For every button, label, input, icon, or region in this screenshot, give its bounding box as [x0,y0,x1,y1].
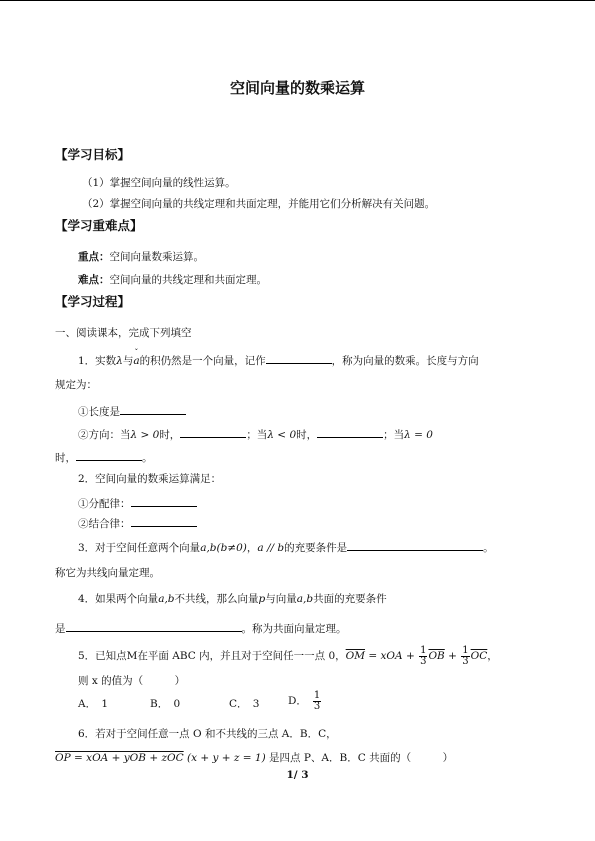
focus-text: 空间向量数乘运算。 [109,251,204,263]
q4-line-2 [55,620,347,636]
top-rule [0,0,595,1]
q1-text-d: ，称为向量的数乘。长度与方向 [331,355,479,367]
difficulty-line [78,273,267,287]
q1-text-a: 1．实数 [78,355,117,367]
q6-line-2 [55,751,453,765]
q5-question: 则 x 的值为（ ） [78,675,186,687]
section-process-heading: 【学习过程】 [55,294,131,309]
q3-line-2: 称它为共线向量定理。 [55,567,160,579]
q4-text-b: 不共线，那么向量 [174,593,259,605]
direction-label: ②方向：当 [78,429,131,441]
q4-text-a: 4．如果两个向量 [78,593,159,605]
q3-text-a: 3．对于空间任意两个向量 [78,542,201,554]
q2-associative-line [78,515,197,531]
q6-text-b: 是四点 P、A．B．C 共面的（ ） [269,752,454,764]
q5-option-a[interactable]: A． 1 [78,698,109,710]
length-label: ①长度是 [78,406,120,418]
q1-line [78,348,479,368]
q5-text-a: 5．已知点M在平面 ABC 内，并且对于空间任一一点 0， [78,650,346,662]
section-goals-heading: 【学习目标】 [55,147,131,162]
q5-eq: = xOA + [365,650,419,662]
lambda-eq-0: λ = 0 [404,429,433,441]
focus-label: 重点： [78,251,110,263]
q4-vectors-ab: a,b [158,593,175,605]
direction-blank-negative[interactable] [317,426,383,438]
q3-text-c: 的充要条件是 [284,542,348,554]
section-key-points-heading: 【学习重难点】 [55,218,143,233]
q1-end: 。 [142,452,153,464]
q3-vectors: a,b(b≠0) [200,542,247,554]
q2-line: 2．空间向量的数乘运算满足： [78,473,222,485]
goal-item-2: （2）掌握空间向量的共线定理和共面定理，并能用它们分析解决有关问题。 [82,198,436,210]
page-number: 1/ 3 [286,769,309,781]
q1-text-b: 与 [122,355,134,367]
part1-heading: 一、阅读课本，完成下列填空 [55,327,192,339]
vector-a: ˇ a [133,348,140,367]
lambda-symbol: λ [116,355,123,367]
associative-blank[interactable] [131,515,197,527]
q5-option-b[interactable]: B． 0 [150,698,181,710]
q3-parallel: a // b [257,542,285,554]
q4-text-e: 是 [55,623,66,635]
q5-option-d[interactable]: D． $\frac{1}{3}$ [288,689,321,712]
q4-text-d: 共面的充要条件 [313,593,387,605]
q4-text-f: 。称为共面向量定理。 [241,623,347,635]
q6-condition: (x + y + z = 1) [186,752,266,764]
focus-line [78,250,204,264]
q1-when-1: 时， [159,429,181,441]
q5-vector-oc: $\overline{OC}$ [470,650,488,662]
q6-formula: OP = xOA + yOB + zOC [55,752,184,764]
difficulty-text: 空间向量的共线定理和共面定理。 [109,274,267,286]
q5-fraction-2: $\frac{1}{3}$ [462,644,469,667]
q1-blank-notation[interactable] [266,352,332,364]
difficulty-label: 难点： [78,274,110,286]
distributive-blank[interactable] [131,495,197,507]
q1-semi-2: ；当 [383,429,405,441]
q1-length-line [78,403,186,419]
length-blank[interactable] [120,403,186,415]
q1-text-c: 的积仍然是一个向量，记作 [139,355,266,367]
q1-when-2: 时， [296,429,318,441]
q4-vectors-ab-2: a,b [296,593,314,605]
q4-line [78,592,387,606]
q3-text-b: ， [246,542,258,554]
q2-distributive-line [78,495,197,511]
q5-plus: + [444,650,461,662]
lambda-lt-0: λ < 0 [267,429,297,441]
q4-vector-p: p [258,593,266,605]
q5-line [78,645,498,667]
q4-blank[interactable] [66,620,242,632]
q1-line-2: 规定为： [55,379,97,391]
q3-end: 。 [483,542,494,554]
page-title: 空间向量的数乘运算 [229,79,365,97]
lambda-gt-0: λ > 0 [130,429,160,441]
goal-item-1: （1）掌握空间向量的线性运算。 [82,177,236,189]
q1-when-3: 时， [55,452,76,464]
q5-comma: ， [487,650,498,662]
q1-direction-line [78,426,433,442]
q5-option-d-fraction: $\frac{1}{3}$ [313,689,321,712]
associative-label: ②结合律： [78,518,131,530]
distributive-label: ①分配律： [78,498,131,510]
q3-blank[interactable] [347,539,483,551]
q6-line: 6．若对于空间任意一点 O 和不共线的三点 A．B．C， [78,728,337,740]
q5-vector-om: $\overline{OM}$ [345,650,366,662]
direction-blank-zero[interactable] [76,449,142,461]
q5-vector-ob: $\overline{OB}$ [428,650,445,662]
q5-fraction-1: $\frac{1}{3}$ [420,644,427,667]
q1-semi-1: ；当 [246,429,268,441]
q1-direction-line-2 [55,449,153,465]
direction-blank-positive[interactable] [180,426,246,438]
q5-option-c[interactable]: C． 3 [229,698,260,710]
q4-text-c: 与向量 [265,593,297,605]
q3-line [78,539,494,555]
